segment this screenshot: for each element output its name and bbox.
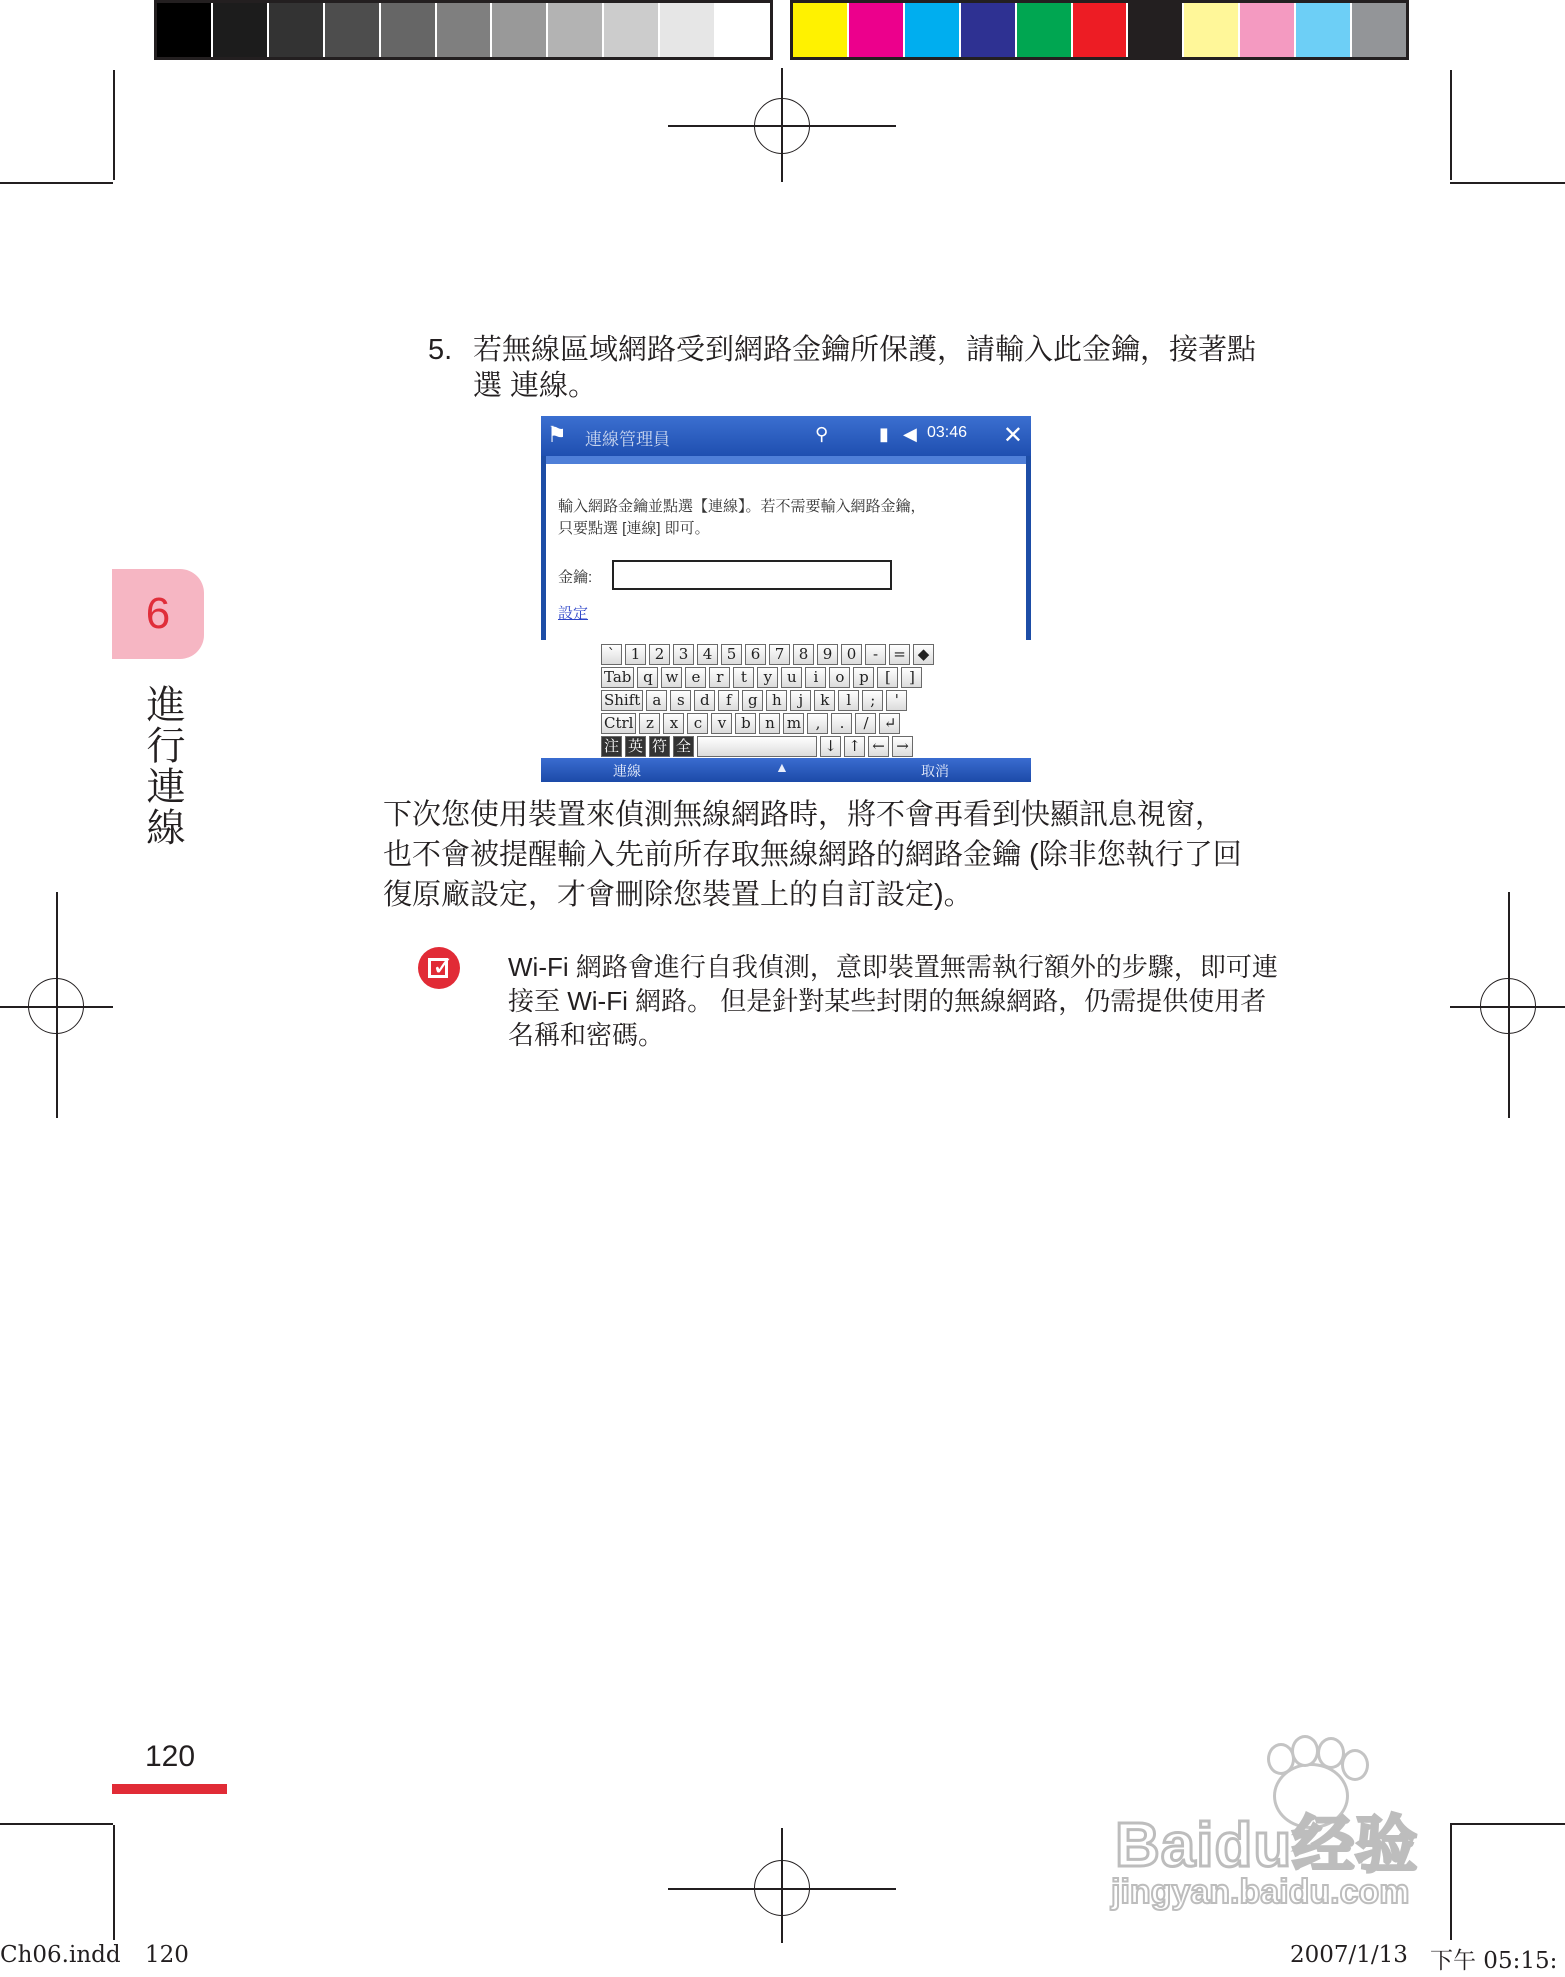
keyboard-key: m: [783, 713, 804, 734]
keyboard-key: g: [742, 690, 763, 711]
color-swatch: [1126, 3, 1182, 57]
keyboard-row: [601, 736, 913, 757]
slug-file: Ch06.indd: [0, 1942, 121, 1968]
baidu-watermark: [1105, 1735, 1465, 1915]
slug-date: 2007/1/13: [1290, 1942, 1408, 1968]
page-number: 120: [145, 1740, 196, 1773]
keyboard-key: ←: [868, 736, 889, 757]
keyboard-key: 9: [817, 644, 838, 665]
signal-icon: ▮: [879, 424, 889, 444]
step-number: 5.: [428, 334, 453, 366]
chapter-title: 進行連線: [140, 684, 185, 848]
process-color-bar: [790, 0, 1409, 60]
slug-page: 120: [145, 1942, 189, 1968]
keyboard-key: j: [790, 690, 811, 711]
color-swatch: [903, 3, 959, 57]
paragraph-line2: 也不會被提醒輸入先前所存取無線網路的網路金鑰 (除非您執行了回: [383, 839, 1242, 871]
crop-mark: [1450, 182, 1565, 184]
crop-mark: [1450, 70, 1452, 180]
pda-title-bar: [541, 416, 1031, 456]
color-swatch: [323, 3, 379, 57]
color-swatch: [1238, 3, 1294, 57]
volume-icon: ◀: [903, 424, 917, 444]
keyboard-row: [601, 667, 922, 688]
keyboard-key: 2: [649, 644, 670, 665]
crop-mark: [0, 1823, 113, 1825]
keyboard-key: 5: [721, 644, 742, 665]
keyboard-key: ;: [862, 690, 883, 711]
keyboard-key: 8: [793, 644, 814, 665]
keyboard-row: [601, 644, 934, 665]
keyboard-key: o: [829, 667, 850, 688]
pda-subtitle-strip: [546, 456, 1026, 464]
color-swatch: [847, 3, 903, 57]
color-swatch: [602, 3, 658, 57]
color-swatch: [959, 3, 1015, 57]
keyboard-key: b: [735, 713, 756, 734]
keyboard-key: 7: [769, 644, 790, 665]
keyboard-key: n: [759, 713, 780, 734]
keyboard-key: ,: [807, 713, 828, 734]
keyboard-key: ': [886, 690, 907, 711]
crop-mark: [1450, 1823, 1565, 1825]
grayscale-color-bar: [154, 0, 773, 60]
keyboard-key: c: [687, 713, 708, 734]
step-text-line1: 若無線區域網路受到網路金鑰所保護，請輸入此金鑰，接著點: [473, 334, 1257, 366]
keyboard-key: t: [733, 667, 754, 688]
keyboard-key: h: [766, 690, 787, 711]
color-swatch: [546, 3, 602, 57]
keyboard-key: ]: [901, 667, 922, 688]
note-text: Wi-Fi 網路會進行自我偵測，意即裝置無需執行額外的步驟，即可連 接至 Wi-Fi 網路。 但是針對某些封閉的無線網路，仍需提供使用者 名稱和密碼。: [508, 952, 1278, 1050]
color-swatch: [435, 3, 491, 57]
keyboard-key: .: [831, 713, 852, 734]
color-swatch: [658, 3, 714, 57]
keyboard-key: Shift: [601, 690, 643, 711]
crop-mark: [113, 70, 115, 180]
keyboard-key: -: [865, 644, 886, 665]
watermark-brand: Baidu经验: [1115, 1811, 1419, 1880]
color-swatch: [793, 3, 847, 57]
keyboard-key: 英: [625, 736, 646, 757]
color-swatch: [211, 3, 267, 57]
keyboard-key: ↵: [879, 713, 900, 734]
keyboard-key: ◆: [913, 644, 934, 665]
keyboard-key: k: [814, 690, 835, 711]
keyboard-key: =: [889, 644, 910, 665]
pda-app-title: 連線管理員: [585, 430, 670, 449]
color-swatch: [1294, 3, 1350, 57]
keyboard-key: 注: [601, 736, 622, 757]
keyboard-key: ↑: [844, 736, 865, 757]
keyboard-key: /: [855, 713, 876, 734]
color-swatch: [267, 3, 323, 57]
keyboard-key: r: [709, 667, 730, 688]
keyboard-row: [601, 690, 907, 711]
page-number-bar: [112, 1784, 227, 1794]
keyboard-key: w: [661, 667, 682, 688]
keyboard-key: p: [853, 667, 874, 688]
watermark-url: jingyan.baidu.com: [1111, 1873, 1410, 1911]
color-swatch: [1071, 3, 1127, 57]
keyboard-key: z: [639, 713, 660, 734]
device-screenshot: [541, 416, 1031, 782]
keyboard-key: a: [646, 690, 667, 711]
pda-clock: 03:46: [927, 424, 968, 441]
color-swatch: [379, 3, 435, 57]
keyboard-key: y: [757, 667, 778, 688]
keyboard-key: l: [838, 690, 859, 711]
paragraph-line1: 下次您使用裝置來偵測無線網路時，將不會再看到快顯訊息視窗，: [383, 799, 1225, 831]
color-swatch: [157, 3, 211, 57]
network-key-input: [612, 560, 892, 590]
note-checkbox-icon: ✓: [418, 947, 460, 989]
color-swatch: [1182, 3, 1238, 57]
paragraph-line3: 復原廠設定，才會刪除您裝置上的自訂設定)。: [383, 879, 973, 911]
keyboard-key: e: [685, 667, 706, 688]
keyboard-key: x: [663, 713, 684, 734]
windows-flag-icon: ⚑: [547, 422, 567, 447]
keyboard-key: 6: [745, 644, 766, 665]
slug-time: 下午 05:15:: [1430, 1948, 1558, 1974]
settings-link: 設定: [558, 605, 589, 622]
color-swatch: [1015, 3, 1071, 57]
keyboard-toggle-icon: ▲: [775, 759, 789, 775]
network-key-label: 金鑰:: [558, 569, 593, 586]
pda-menu-bar: [541, 758, 1031, 782]
keyboard-key: i: [805, 667, 826, 688]
keyboard-key: 0: [841, 644, 862, 665]
keyboard-key: q: [637, 667, 658, 688]
keyboard-key: f: [718, 690, 739, 711]
pda-dialog: [546, 456, 1026, 640]
keyboard-key: ↓: [820, 736, 841, 757]
color-swatch: [490, 3, 546, 57]
keyboard-key: →: [892, 736, 913, 757]
crop-mark: [113, 1825, 115, 1940]
crop-mark: [0, 182, 113, 184]
keyboard-key: 全: [673, 736, 694, 757]
keyboard-key: Ctrl: [601, 713, 636, 734]
keyboard-key: v: [711, 713, 732, 734]
close-icon: ✕: [1002, 422, 1023, 449]
keyboard-key: 4: [697, 644, 718, 665]
menu-connect: 連線: [613, 763, 641, 779]
color-swatch: [1350, 3, 1406, 57]
keyboard-key: 符: [649, 736, 670, 757]
keyboard-key: [697, 736, 817, 757]
keyboard-key: u: [781, 667, 802, 688]
color-swatch: [714, 3, 770, 57]
keyboard-row: [601, 713, 900, 734]
pda-message: 輸入網路金鑰並點選【連線】。若不需要輸入網路金鑰， 只要點選 [連線] 即可。: [558, 498, 926, 537]
connectivity-icon: ⚲: [815, 424, 829, 444]
keyboard-key: 3: [673, 644, 694, 665]
chapter-number-tab: 6: [112, 569, 204, 659]
menu-cancel: 取消: [921, 763, 949, 779]
step-text-line2: 選 連線。: [473, 370, 598, 402]
keyboard-key: `: [601, 644, 622, 665]
soft-keyboard: [541, 640, 1031, 758]
keyboard-key: Tab: [601, 667, 634, 688]
keyboard-key: d: [694, 690, 715, 711]
keyboard-key: 1: [625, 644, 646, 665]
keyboard-key: s: [670, 690, 691, 711]
keyboard-key: [: [877, 667, 898, 688]
